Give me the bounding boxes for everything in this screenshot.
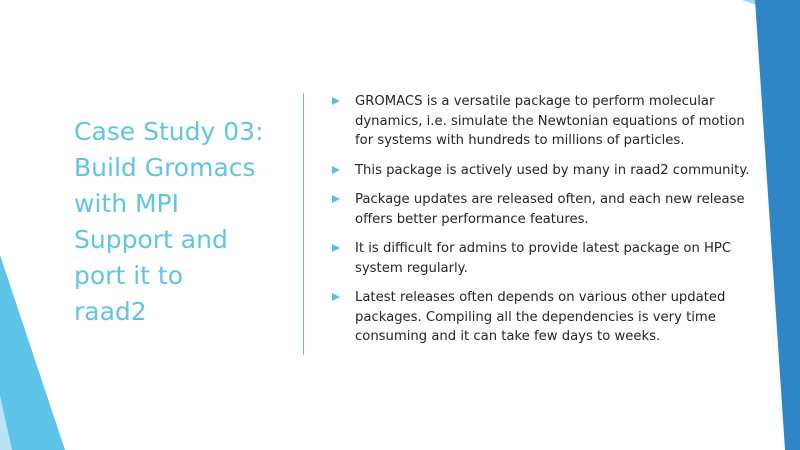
bullet-item <box>332 190 752 229</box>
triangle-right-icon <box>332 97 340 105</box>
top-right-dark-shape <box>755 0 800 450</box>
bullet-item <box>332 161 752 181</box>
bullet-text: GROMACS is a versatile package to perform molecular dynamics, i.e. simulate the Newtonian equations of motion for systems with hundreds to millions of particles. <box>355 94 745 148</box>
bullet-list <box>332 92 752 357</box>
bullet-text: This package is actively used by many in raad2 community. <box>355 162 750 178</box>
vertical-divider <box>303 93 304 355</box>
bullet-item <box>332 239 752 278</box>
bullet-text: It is difficult for admins to provide latest package on HPC system regularly. <box>355 241 732 276</box>
slide-title: Case Study 03: Build Gromacs with MPI Support and port it to raad2 <box>74 117 264 326</box>
triangle-right-icon <box>332 244 340 252</box>
triangle-right-icon <box>332 166 340 174</box>
bullet-item <box>332 288 752 347</box>
bullet-text: Latest releases often depends on various other updated packages. Compiling all the dependencies is very time consuming and it can take few days to weeks. <box>355 290 726 344</box>
bottom-left-light-shape <box>0 255 65 450</box>
triangle-right-icon <box>332 195 340 203</box>
bullet-text: Package updates are released often, and each new release offers better performance features. <box>355 192 745 227</box>
bullet-item <box>332 92 752 151</box>
triangle-right-icon <box>332 293 340 301</box>
